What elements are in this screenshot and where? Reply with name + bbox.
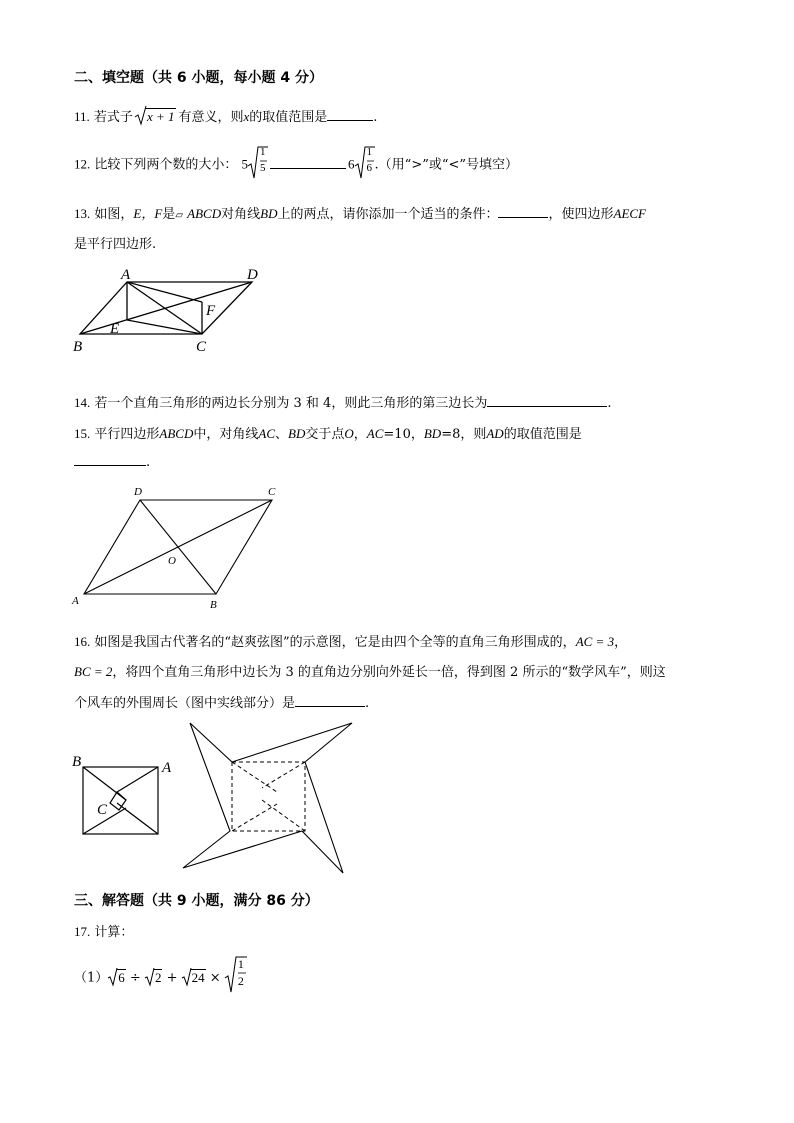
answer-blank[interactable] [270, 156, 346, 169]
answer-blank[interactable] [487, 394, 607, 407]
sqrt-expression [135, 109, 177, 125]
radical-sign-icon [182, 967, 192, 987]
segment-ad: AD [486, 426, 504, 441]
label-c: C [97, 802, 108, 818]
question-number: 16. [74, 634, 91, 649]
shape-aecf: AECF [613, 206, 646, 221]
parallelogram-icon: ▱ [175, 210, 184, 221]
q14-text: 若一个直角三角形的两边长分别为 3 和 4，则此三角形的第三边长为 [94, 396, 488, 411]
q17-text: 计算： [94, 925, 134, 940]
denominator: 2 [237, 974, 244, 988]
denominator: 6 [366, 162, 373, 174]
period: . [365, 696, 370, 711]
question-16-line2 [74, 661, 666, 680]
radicand: 6 [118, 969, 125, 985]
label-e: E [110, 321, 120, 337]
question-11 [74, 106, 377, 125]
sqrt-6 [108, 970, 126, 986]
question-number: 17. [74, 924, 91, 939]
denominator: 5 [260, 162, 266, 174]
q12-text-pre: 比较下列两个数的大小： [94, 157, 238, 173]
label-f: F [206, 303, 216, 319]
point-o: O [344, 426, 354, 441]
segment-bd: BD [288, 426, 306, 441]
question-17 [74, 921, 133, 940]
dashed-line [232, 762, 277, 792]
q17-part1 [74, 957, 247, 1002]
sqrt-fraction-1 [248, 146, 268, 180]
equation-ac: AC = 3 [575, 634, 615, 649]
plus-sign: + [166, 970, 178, 986]
label-c: C [196, 339, 207, 355]
q15-text: 交于点 [305, 427, 345, 442]
period: . [146, 455, 151, 470]
outer-square [83, 767, 158, 834]
question-14 [74, 392, 611, 411]
question-15 [74, 423, 582, 442]
radicand: 2 [154, 969, 162, 985]
question-number: 12. [74, 156, 91, 172]
math-windmill-diagram [180, 718, 360, 873]
question-number: 11. [74, 109, 90, 124]
answer-blank[interactable] [74, 453, 146, 466]
q12-text-post: .（用“>”或“<”号填空） [374, 157, 519, 173]
segment-ac: AC [258, 426, 275, 441]
q11-text-post: 的取值范围是 [249, 110, 328, 125]
label-d: D [247, 267, 258, 283]
label-b: B [72, 754, 82, 770]
q13-text-pre: 如图， [94, 207, 134, 222]
q15-text: 、 [275, 427, 289, 442]
q13-line2: 是平行四边形. [74, 237, 157, 252]
radical-sign-icon [135, 105, 147, 127]
period: . [373, 110, 378, 125]
q16-text: 如图是我国古代著名的“赵爽弦图”的示意图，它是由四个全等的直角三角形围成的， [94, 635, 576, 650]
answer-blank[interactable] [327, 108, 373, 121]
label-c: C [268, 486, 276, 498]
q15-text: 平行四边形 [94, 427, 160, 442]
section-heading-solutions: 三、解答题（共 9 小题，满分 86 分） [74, 893, 319, 909]
numerator: 1 [237, 957, 244, 971]
radicand: x + 1 [146, 109, 175, 124]
triangle-side [117, 803, 158, 834]
q13-text: 对角线 [221, 207, 261, 222]
question-16-line1: 16. 如图是我国古代著名的“赵爽弦图”的示意图，它是由四个全等的直角三角形围成的，AC = 3， [74, 634, 628, 650]
label-o: O [168, 555, 176, 567]
dashed-line [262, 800, 305, 831]
radical-sign-icon [145, 967, 155, 987]
sqrt-fraction-2 [355, 146, 375, 180]
q16-text: ，将四个直角三角形中边长为 3 的直角边分别向外延长一倍，得到图 2 所示的“数学风车”，则这 [112, 665, 666, 680]
equation-bc: BC = 2 [74, 664, 113, 679]
divide-sign: ÷ [129, 970, 141, 986]
variable-x: x [243, 109, 250, 124]
numerator: 1 [366, 146, 373, 158]
sqrt-24 [182, 970, 206, 986]
q13-text: ，使四边形 [548, 207, 614, 222]
q15-text: 中，对角线 [193, 427, 259, 442]
dashed-square [232, 762, 305, 831]
sqrt-2 [145, 970, 163, 986]
question-number: 15. [74, 426, 91, 441]
section-heading-fill-in: 二、填空题（共 6 小题，每小题 4 分） [74, 70, 323, 86]
sqrt-fraction-half [225, 957, 247, 994]
label-a: A [162, 760, 172, 776]
question-number: 13. [74, 206, 91, 221]
q15-parallelogram-figure [68, 482, 288, 612]
segment-ec [127, 320, 202, 334]
label-d: D [134, 486, 142, 498]
shape-abcd: ABCD [187, 206, 222, 221]
dashed-line [262, 762, 305, 788]
q15-text: ， [353, 427, 367, 442]
times-sign: × [209, 970, 221, 986]
dashed-line [232, 804, 277, 831]
period: . [607, 396, 612, 411]
segment-bd: BD [260, 206, 278, 221]
q11-text-mid: 有意义，则 [178, 110, 244, 125]
segment-ac [127, 282, 202, 334]
windmill-outline [183, 723, 352, 873]
question-12 [74, 146, 519, 190]
label-b: B [73, 339, 83, 355]
radicand: 24 [191, 969, 205, 985]
q13-text: 是 [162, 207, 176, 222]
answer-blank[interactable] [498, 205, 548, 218]
q15-text: =8，则 [441, 427, 487, 442]
diagonal-bd [140, 500, 216, 594]
q15-line2 [74, 453, 150, 470]
segment-af [127, 282, 202, 302]
q13-parallelogram-figure [70, 262, 280, 377]
numerator: 1 [260, 146, 266, 158]
segment-ac: AC [366, 426, 384, 441]
answer-blank[interactable] [295, 694, 365, 707]
coefficient: 6 [348, 156, 355, 172]
question-16-line3 [74, 692, 369, 711]
q15-text: =10， [383, 427, 424, 442]
label-b: B [210, 599, 217, 611]
label-a: A [72, 595, 79, 607]
segment-bd: BD [423, 426, 442, 441]
q11-text-pre: 若式子 [93, 110, 133, 125]
part-label: （1） [74, 970, 109, 986]
q13-text: 上的两点，请你添加一个适当的条件： [277, 207, 499, 222]
zhao-shuang-diagram [68, 752, 172, 842]
q15-text: 的取值范围是 [503, 427, 582, 442]
shape-abcd: ABCD [159, 426, 194, 441]
coefficient: 5 [241, 156, 249, 172]
points-ef: E，F [133, 206, 163, 221]
radical-sign-icon [108, 967, 118, 987]
label-a: A [121, 267, 131, 283]
q16-text: 个风车的外围周长（图中实线部分）是 [74, 696, 296, 711]
question-number: 14. [74, 395, 91, 410]
triangle-side [117, 767, 158, 792]
question-13 [74, 203, 646, 222]
